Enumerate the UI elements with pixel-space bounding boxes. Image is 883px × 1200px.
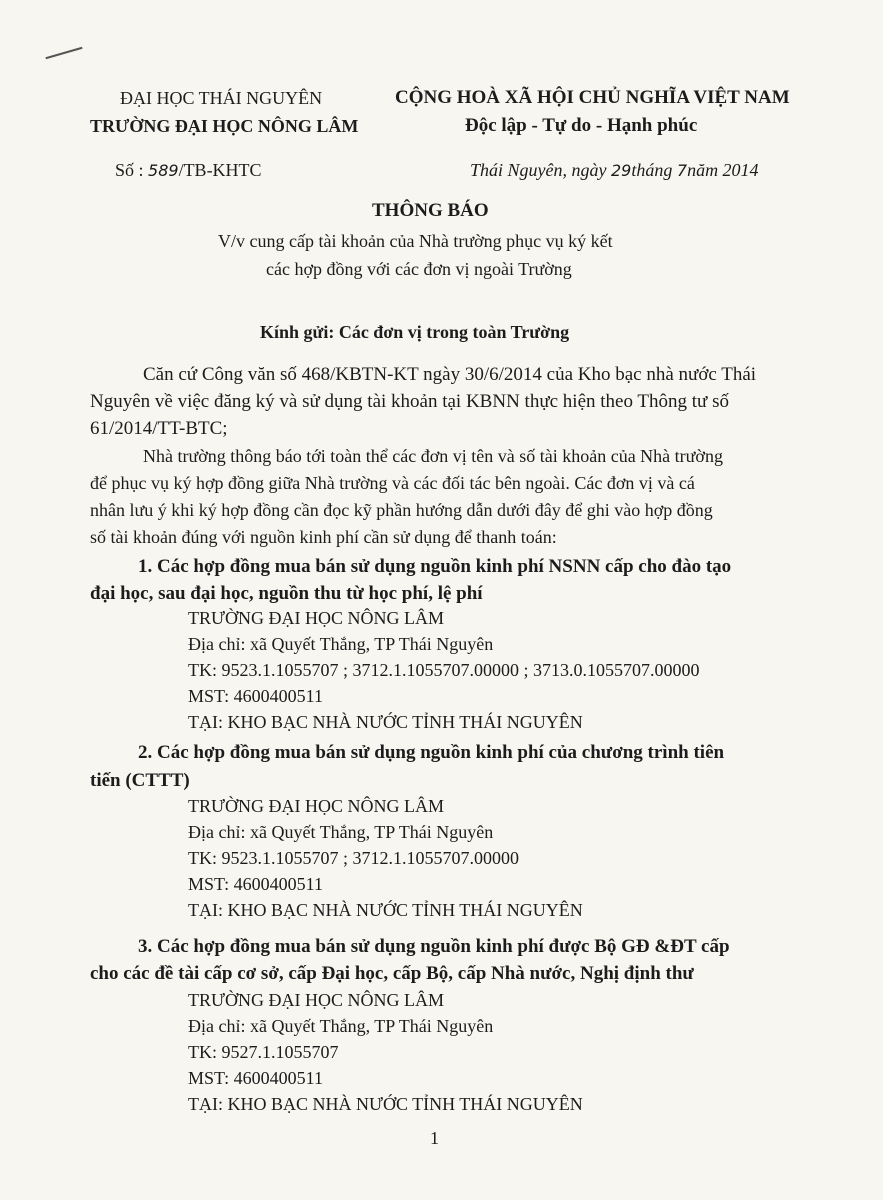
section1-tax-code: MST: 4600400511 [188,686,323,706]
section1-name: TRƯỜNG ĐẠI HỌC NÔNG LÂM [188,608,444,628]
school-name: TRƯỜNG ĐẠI HỌC NÔNG LÂM [90,116,359,136]
section2-name: TRƯỜNG ĐẠI HỌC NÔNG LÂM [188,796,444,816]
section2-address: Địa chỉ: xã Quyết Thắng, TP Thái Nguyên [188,822,494,842]
document-number [115,160,262,181]
date-month-label: tháng [631,160,677,180]
section3-heading-line2: cho các đề tài cấp cơ sở, cấp Đại học, cấp Bộ, cấp Nhà nước, Nghị định thư [90,963,694,984]
para1-line3: 61/2014/TT-BTC; [90,418,228,439]
section1-bank: TẠI: KHO BẠC NHÀ NƯỚC TỈNH THÁI NGUYÊN [188,712,583,732]
section2-bank: TẠI: KHO BẠC NHÀ NƯỚC TỈNH THÁI NGUYÊN [188,900,583,920]
date-month: 7 [676,161,688,180]
section1-heading-line1: 1. Các hợp đồng mua bán sử dụng nguồn kinh phí NSNN cấp cho đào tạo [138,556,732,577]
scan-mark [45,47,82,59]
document-number-prefix: Số : [115,160,149,180]
para2-line1: Nhà trường thông báo tới toàn thể các đơn vị tên và số tài khoản của Nhà trường [143,446,723,466]
page-number: 1 [430,1128,439,1148]
date-year: năm 2014 [687,160,759,180]
subject-line-2: các hợp đồng với các đơn vị ngoài Trường [266,259,572,279]
salutation: Kính gửi: Các đơn vị trong toàn Trường [260,322,570,342]
document-number-suffix: /TB-KHTC [178,160,262,180]
section2-heading-line1: 2. Các hợp đồng mua bán sử dụng nguồn kinh phí của chương trình tiên [138,742,725,763]
date-prefix: Thái Nguyên, ngày [470,160,611,180]
section3-address: Địa chỉ: xã Quyết Thắng, TP Thái Nguyên [188,1016,494,1036]
document-number-handwritten: 589 [148,161,179,180]
country-name: CỘNG HOÀ XÃ HỘI CHỦ NGHĨA VIỆT NAM [395,87,790,108]
para2-line2: để phục vụ ký hợp đồng giữa Nhà trường và các đối tác bên ngoài. Các đơn vị và cá [90,473,695,493]
section3-tax-code: MST: 4600400511 [188,1068,323,1088]
para2-line3: nhân lưu ý khi ký hợp đồng cần đọc kỹ phần hướng dẫn dưới đây để ghi vào hợp đồng [90,500,713,520]
section2-heading-line2: tiến (CTTT) [90,770,190,791]
section3-name: TRƯỜNG ĐẠI HỌC NÔNG LÂM [188,990,444,1010]
para1-line2: Nguyên về việc đăng ký và sử dụng tài khoản tại KBNN thực hiện theo Thông tư số [90,391,729,412]
section2-account: TK: 9523.1.1055707 ; 3712.1.1055707.00000 [188,848,519,868]
section3-bank: TẠI: KHO BẠC NHÀ NƯỚC TỈNH THÁI NGUYÊN [188,1094,583,1114]
section1-address: Địa chỉ: xã Quyết Thắng, TP Thái Nguyên [188,634,494,654]
date-line [470,160,759,181]
section2-tax-code: MST: 4600400511 [188,874,323,894]
subject-line-1: V/v cung cấp tài khoản của Nhà trường phục vụ ký kết [218,231,613,251]
para2-line4: số tài khoản đúng với nguồn kinh phí cần sử dụng để thanh toán: [90,527,557,547]
motto: Độc lập - Tự do - Hạnh phúc [465,115,698,136]
section1-heading-line2: đại học, sau đại học, nguồn thu từ học phí, lệ phí [90,583,483,604]
date-day: 29 [611,161,632,180]
para1-line1: Căn cứ Công văn số 468/KBTN-KT ngày 30/6/2014 của Kho bạc nhà nước Thái [143,364,757,385]
section1-account: TK: 9523.1.1055707 ; 3712.1.1055707.00000 ; 3713.0.1055707.00000 [188,660,700,680]
document-title: THÔNG BÁO [372,200,489,221]
section3-account: TK: 9527.1.1055707 [188,1042,339,1062]
university-name: ĐẠI HỌC THÁI NGUYÊN [120,88,323,108]
section3-heading-line1: 3. Các hợp đồng mua bán sử dụng nguồn kinh phí được Bộ GĐ &ĐT cấp [138,936,730,957]
